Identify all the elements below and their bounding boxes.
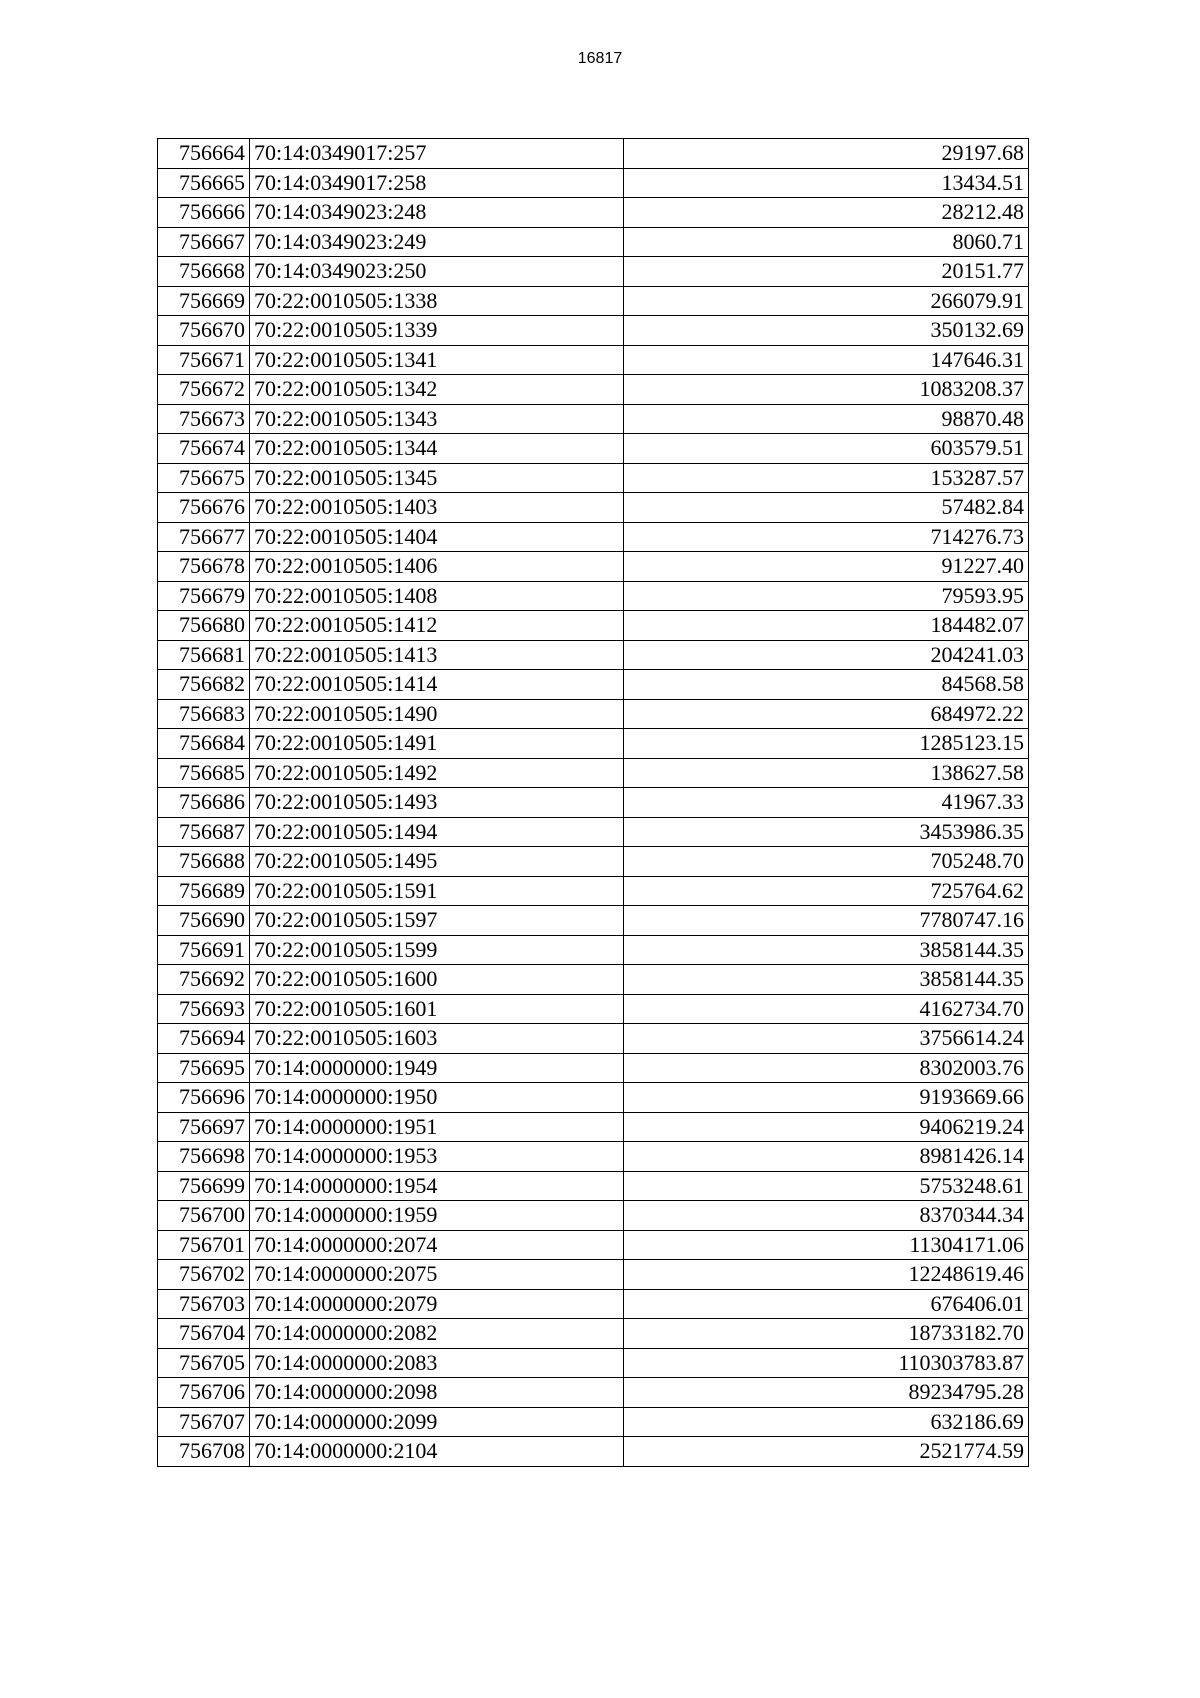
- table-row: [158, 847, 1029, 877]
- value-cell: 8060.71: [624, 227, 1029, 257]
- table-row: [158, 1348, 1029, 1378]
- row-number-cell: 756677: [158, 522, 250, 552]
- row-number-cell: 756703: [158, 1289, 250, 1319]
- cadastral-number-cell: 70:14:0000000:2083: [250, 1348, 624, 1378]
- value-cell: 603579.51: [624, 434, 1029, 464]
- cadastral-number-cell: 70:14:0000000:2104: [250, 1437, 624, 1467]
- row-number-cell: 756707: [158, 1407, 250, 1437]
- cadastral-number-cell: 70:22:0010505:1597: [250, 906, 624, 936]
- row-number-cell: 756668: [158, 257, 250, 287]
- row-number-cell: 756701: [158, 1230, 250, 1260]
- cadastral-number-cell: 70:22:0010505:1600: [250, 965, 624, 995]
- table-row: [158, 286, 1029, 316]
- table-row: [158, 404, 1029, 434]
- registry-table: [157, 138, 1029, 1467]
- cadastral-number-cell: 70:14:0349017:257: [250, 139, 624, 169]
- row-number-cell: 756699: [158, 1171, 250, 1201]
- row-number-cell: 756694: [158, 1024, 250, 1054]
- table-row: [158, 965, 1029, 995]
- cadastral-number-cell: 70:14:0000000:1951: [250, 1112, 624, 1142]
- row-number-cell: 756682: [158, 670, 250, 700]
- cadastral-number-cell: 70:22:0010505:1591: [250, 876, 624, 906]
- value-cell: 13434.51: [624, 168, 1029, 198]
- table-row: [158, 139, 1029, 169]
- cadastral-number-cell: 70:14:0000000:1953: [250, 1142, 624, 1172]
- table-row: [158, 375, 1029, 405]
- row-number-cell: 756664: [158, 139, 250, 169]
- value-cell: 153287.57: [624, 463, 1029, 493]
- cadastral-number-cell: 70:14:0349023:248: [250, 198, 624, 228]
- row-number-cell: 756698: [158, 1142, 250, 1172]
- row-number-cell: 756683: [158, 699, 250, 729]
- table-row: [158, 1024, 1029, 1054]
- cadastral-number-cell: 70:22:0010505:1492: [250, 758, 624, 788]
- row-number-cell: 756708: [158, 1437, 250, 1467]
- value-cell: 714276.73: [624, 522, 1029, 552]
- row-number-cell: 756674: [158, 434, 250, 464]
- cadastral-number-cell: 70:22:0010505:1404: [250, 522, 624, 552]
- table-row: [158, 581, 1029, 611]
- value-cell: 18733182.70: [624, 1319, 1029, 1349]
- cadastral-number-cell: 70:22:0010505:1601: [250, 994, 624, 1024]
- cadastral-number-cell: 70:14:0000000:1959: [250, 1201, 624, 1231]
- value-cell: 266079.91: [624, 286, 1029, 316]
- value-cell: 147646.31: [624, 345, 1029, 375]
- row-number-cell: 756684: [158, 729, 250, 759]
- row-number-cell: 756666: [158, 198, 250, 228]
- cadastral-number-cell: 70:22:0010505:1344: [250, 434, 624, 464]
- row-number-cell: 756676: [158, 493, 250, 523]
- value-cell: 91227.40: [624, 552, 1029, 582]
- row-number-cell: 756681: [158, 640, 250, 670]
- table-row: [158, 1083, 1029, 1113]
- cadastral-number-cell: 70:22:0010505:1345: [250, 463, 624, 493]
- row-number-cell: 756695: [158, 1053, 250, 1083]
- row-number-cell: 756672: [158, 375, 250, 405]
- table-row: [158, 640, 1029, 670]
- cadastral-number-cell: 70:22:0010505:1490: [250, 699, 624, 729]
- row-number-cell: 756685: [158, 758, 250, 788]
- table-row: [158, 699, 1029, 729]
- cadastral-number-cell: 70:14:0000000:1949: [250, 1053, 624, 1083]
- cadastral-number-cell: 70:22:0010505:1603: [250, 1024, 624, 1054]
- table-row: [158, 345, 1029, 375]
- table-row: [158, 1201, 1029, 1231]
- table-row: [158, 1171, 1029, 1201]
- table-row: [158, 1230, 1029, 1260]
- cadastral-number-cell: 70:22:0010505:1408: [250, 581, 624, 611]
- row-number-cell: 756702: [158, 1260, 250, 1290]
- row-number-cell: 756671: [158, 345, 250, 375]
- table-row: [158, 670, 1029, 700]
- cadastral-number-cell: 70:22:0010505:1341: [250, 345, 624, 375]
- row-number-cell: 756680: [158, 611, 250, 641]
- table-row: [158, 1142, 1029, 1172]
- value-cell: 8981426.14: [624, 1142, 1029, 1172]
- value-cell: 98870.48: [624, 404, 1029, 434]
- table-row: [158, 788, 1029, 818]
- cadastral-number-cell: 70:22:0010505:1412: [250, 611, 624, 641]
- row-number-cell: 756678: [158, 552, 250, 582]
- cadastral-number-cell: 70:14:0000000:1950: [250, 1083, 624, 1113]
- value-cell: 8370344.34: [624, 1201, 1029, 1231]
- row-number-cell: 756706: [158, 1378, 250, 1408]
- cadastral-number-cell: 70:14:0000000:2074: [250, 1230, 624, 1260]
- value-cell: 3858144.35: [624, 935, 1029, 965]
- table-row: [158, 817, 1029, 847]
- cadastral-number-cell: 70:22:0010505:1342: [250, 375, 624, 405]
- cadastral-number-cell: 70:14:0000000:1954: [250, 1171, 624, 1201]
- cadastral-number-cell: 70:22:0010505:1339: [250, 316, 624, 346]
- row-number-cell: 756690: [158, 906, 250, 936]
- value-cell: 725764.62: [624, 876, 1029, 906]
- table-row: [158, 935, 1029, 965]
- table-row: [158, 493, 1029, 523]
- value-cell: 29197.68: [624, 139, 1029, 169]
- cadastral-number-cell: 70:22:0010505:1494: [250, 817, 624, 847]
- cadastral-number-cell: 70:14:0000000:2075: [250, 1260, 624, 1290]
- row-number-cell: 756705: [158, 1348, 250, 1378]
- value-cell: 84568.58: [624, 670, 1029, 700]
- table-row: [158, 168, 1029, 198]
- table-row: [158, 1112, 1029, 1142]
- table-row: [158, 198, 1029, 228]
- row-number-cell: 756691: [158, 935, 250, 965]
- cadastral-number-cell: 70:14:0000000:2082: [250, 1319, 624, 1349]
- row-number-cell: 756669: [158, 286, 250, 316]
- table-row: [158, 758, 1029, 788]
- table-row: [158, 1407, 1029, 1437]
- value-cell: 7780747.16: [624, 906, 1029, 936]
- row-number-cell: 756679: [158, 581, 250, 611]
- cadastral-number-cell: 70:22:0010505:1343: [250, 404, 624, 434]
- cadastral-number-cell: 70:22:0010505:1414: [250, 670, 624, 700]
- cadastral-number-cell: 70:22:0010505:1599: [250, 935, 624, 965]
- row-number-cell: 756692: [158, 965, 250, 995]
- row-number-cell: 756675: [158, 463, 250, 493]
- row-number-cell: 756700: [158, 1201, 250, 1231]
- table-row: [158, 227, 1029, 257]
- table-row: [158, 876, 1029, 906]
- table-row: [158, 1260, 1029, 1290]
- table-row: [158, 611, 1029, 641]
- value-cell: 3756614.24: [624, 1024, 1029, 1054]
- table-row: [158, 729, 1029, 759]
- value-cell: 5753248.61: [624, 1171, 1029, 1201]
- value-cell: 41967.33: [624, 788, 1029, 818]
- value-cell: 12248619.46: [624, 1260, 1029, 1290]
- cadastral-number-cell: 70:14:0000000:2079: [250, 1289, 624, 1319]
- value-cell: 350132.69: [624, 316, 1029, 346]
- row-number-cell: 756670: [158, 316, 250, 346]
- table-row: [158, 552, 1029, 582]
- value-cell: 11304171.06: [624, 1230, 1029, 1260]
- value-cell: 20151.77: [624, 257, 1029, 287]
- row-number-cell: 756673: [158, 404, 250, 434]
- value-cell: 684972.22: [624, 699, 1029, 729]
- value-cell: 1083208.37: [624, 375, 1029, 405]
- row-number-cell: 756665: [158, 168, 250, 198]
- value-cell: 204241.03: [624, 640, 1029, 670]
- cadastral-number-cell: 70:22:0010505:1413: [250, 640, 624, 670]
- cadastral-number-cell: 70:22:0010505:1406: [250, 552, 624, 582]
- value-cell: 3858144.35: [624, 965, 1029, 995]
- cadastral-number-cell: 70:14:0349017:258: [250, 168, 624, 198]
- row-number-cell: 756693: [158, 994, 250, 1024]
- table-row: [158, 1378, 1029, 1408]
- value-cell: 4162734.70: [624, 994, 1029, 1024]
- cadastral-number-cell: 70:22:0010505:1403: [250, 493, 624, 523]
- table-row: [158, 906, 1029, 936]
- table-row: [158, 994, 1029, 1024]
- table-row: [158, 434, 1029, 464]
- value-cell: 138627.58: [624, 758, 1029, 788]
- value-cell: 632186.69: [624, 1407, 1029, 1437]
- value-cell: 79593.95: [624, 581, 1029, 611]
- cadastral-number-cell: 70:22:0010505:1495: [250, 847, 624, 877]
- page-number: 16817: [577, 50, 623, 67]
- cadastral-number-cell: 70:14:0000000:2098: [250, 1378, 624, 1408]
- value-cell: 3453986.35: [624, 817, 1029, 847]
- cadastral-number-cell: 70:14:0349023:250: [250, 257, 624, 287]
- row-number-cell: 756688: [158, 847, 250, 877]
- value-cell: 2521774.59: [624, 1437, 1029, 1467]
- cadastral-number-cell: 70:14:0000000:2099: [250, 1407, 624, 1437]
- table-row: [158, 463, 1029, 493]
- row-number-cell: 756704: [158, 1319, 250, 1349]
- value-cell: 110303783.87: [624, 1348, 1029, 1378]
- value-cell: 8302003.76: [624, 1053, 1029, 1083]
- table-row: [158, 1289, 1029, 1319]
- value-cell: 676406.01: [624, 1289, 1029, 1319]
- row-number-cell: 756687: [158, 817, 250, 847]
- cadastral-number-cell: 70:22:0010505:1338: [250, 286, 624, 316]
- value-cell: 57482.84: [624, 493, 1029, 523]
- cadastral-number-cell: 70:22:0010505:1493: [250, 788, 624, 818]
- value-cell: 9193669.66: [624, 1083, 1029, 1113]
- table-row: [158, 522, 1029, 552]
- row-number-cell: 756667: [158, 227, 250, 257]
- value-cell: 28212.48: [624, 198, 1029, 228]
- value-cell: 9406219.24: [624, 1112, 1029, 1142]
- table-row: [158, 316, 1029, 346]
- row-number-cell: 756696: [158, 1083, 250, 1113]
- row-number-cell: 756697: [158, 1112, 250, 1142]
- table-row: [158, 1437, 1029, 1467]
- cadastral-number-cell: 70:14:0349023:249: [250, 227, 624, 257]
- table-row: [158, 1319, 1029, 1349]
- table-row: [158, 257, 1029, 287]
- row-number-cell: 756689: [158, 876, 250, 906]
- registry-table-body: [158, 139, 1029, 1467]
- value-cell: 89234795.28: [624, 1378, 1029, 1408]
- table-row: [158, 1053, 1029, 1083]
- value-cell: 705248.70: [624, 847, 1029, 877]
- cadastral-number-cell: 70:22:0010505:1491: [250, 729, 624, 759]
- value-cell: 184482.07: [624, 611, 1029, 641]
- row-number-cell: 756686: [158, 788, 250, 818]
- value-cell: 1285123.15: [624, 729, 1029, 759]
